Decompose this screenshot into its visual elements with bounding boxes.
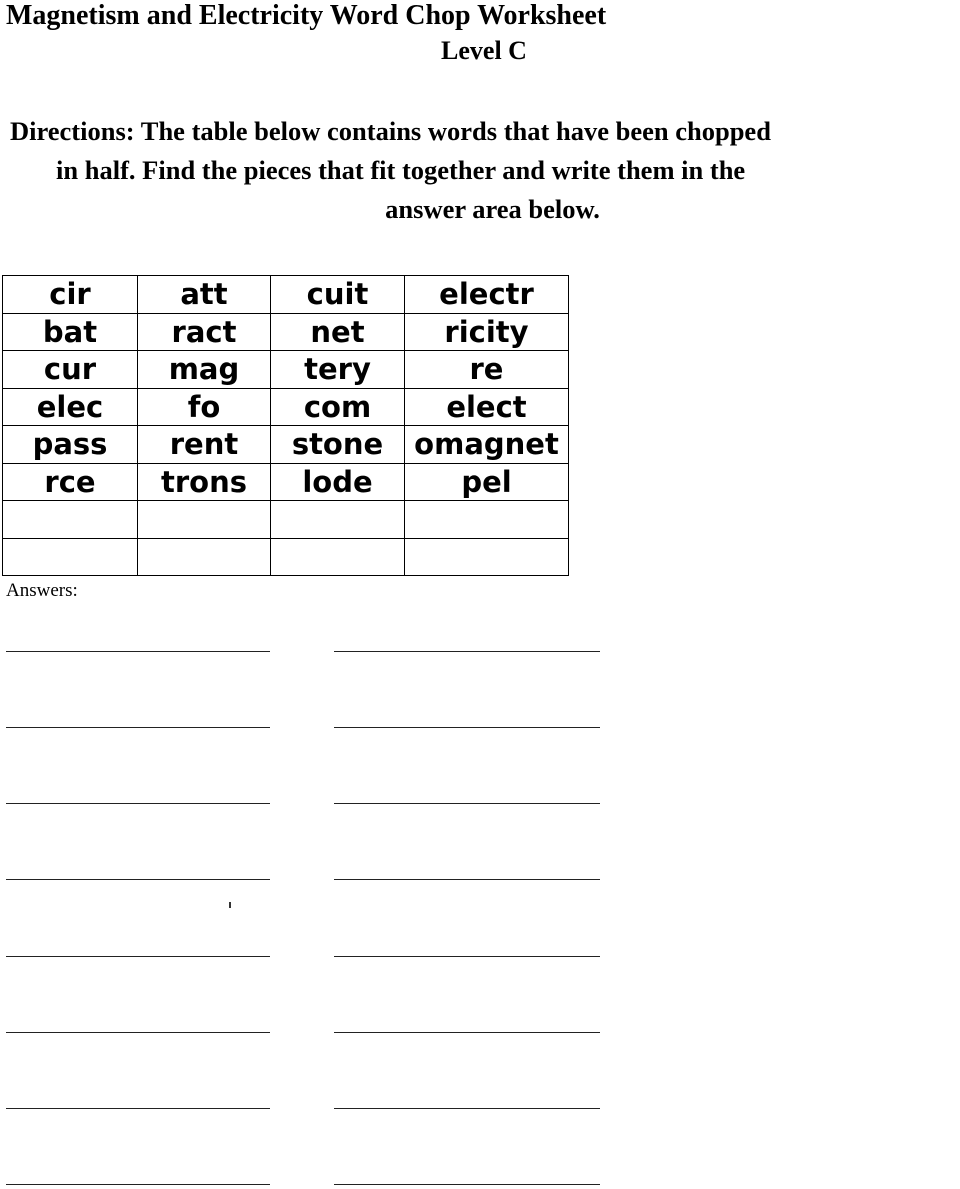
answer-line[interactable]: [334, 1108, 600, 1109]
directions-line-1: Directions: The table below contains words that have been chopped: [10, 116, 771, 146]
word-piece-cell: pel: [405, 463, 569, 501]
answer-line[interactable]: [334, 651, 600, 652]
table-row: [3, 388, 569, 426]
word-piece-cell: cur: [3, 351, 138, 389]
answer-line[interactable]: [334, 1032, 600, 1033]
word-piece-cell: stone: [271, 426, 405, 464]
answer-line[interactable]: [6, 1032, 270, 1033]
empty-cell: [138, 501, 271, 539]
word-piece-cell: ract: [138, 313, 271, 351]
worksheet-title: Magnetism and Electricity Word Chop Worksheet: [6, 0, 607, 31]
word-piece-cell: fo: [138, 388, 271, 426]
worksheet-level: Level C: [441, 36, 527, 65]
word-piece-cell: electr: [405, 276, 569, 314]
empty-cell: [271, 501, 405, 539]
table-row: [3, 463, 569, 501]
word-piece-cell: net: [271, 313, 405, 351]
table-row: [3, 276, 569, 314]
answer-line[interactable]: [6, 879, 270, 880]
answer-line[interactable]: [334, 1184, 600, 1185]
word-piece-cell: bat: [3, 313, 138, 351]
answers-label: Answers:: [6, 580, 78, 601]
word-piece-cell: cuit: [271, 276, 405, 314]
answer-line[interactable]: [6, 956, 270, 957]
empty-cell: [271, 538, 405, 576]
answer-line[interactable]: [334, 727, 600, 728]
word-piece-cell: lode: [271, 463, 405, 501]
word-chop-table: [2, 275, 569, 576]
word-piece-cell: trons: [138, 463, 271, 501]
directions-text: [10, 112, 955, 229]
word-piece-cell: cir: [3, 276, 138, 314]
answer-line[interactable]: [334, 803, 600, 804]
answer-line[interactable]: [6, 803, 270, 804]
empty-cell: [405, 501, 569, 539]
word-piece-cell: mag: [138, 351, 271, 389]
table-row: [3, 426, 569, 464]
directions-line-2: in half. Find the pieces that fit together and write them in the: [56, 155, 746, 185]
answer-line[interactable]: [6, 1108, 270, 1109]
answer-line[interactable]: [6, 1184, 270, 1185]
answer-line[interactable]: [6, 727, 270, 728]
word-piece-cell: pass: [3, 426, 138, 464]
empty-cell: [405, 538, 569, 576]
stray-mark: [229, 902, 231, 908]
table-row: [3, 351, 569, 389]
word-piece-cell: omagnet: [405, 426, 569, 464]
word-piece-cell: ricity: [405, 313, 569, 351]
word-piece-cell: rce: [3, 463, 138, 501]
answer-line[interactable]: [334, 956, 600, 957]
word-piece-cell: tery: [271, 351, 405, 389]
word-piece-cell: elec: [3, 388, 138, 426]
table-row: [3, 538, 569, 576]
answer-line[interactable]: [6, 651, 270, 652]
word-piece-cell: com: [271, 388, 405, 426]
table-row: [3, 501, 569, 539]
word-piece-cell: re: [405, 351, 569, 389]
word-piece-cell: elect: [405, 388, 569, 426]
word-piece-cell: att: [138, 276, 271, 314]
word-piece-cell: rent: [138, 426, 271, 464]
empty-cell: [3, 538, 138, 576]
directions-line-3: answer area below.: [385, 194, 600, 224]
table-row: [3, 313, 569, 351]
empty-cell: [3, 501, 138, 539]
empty-cell: [138, 538, 271, 576]
answer-line[interactable]: [334, 879, 600, 880]
